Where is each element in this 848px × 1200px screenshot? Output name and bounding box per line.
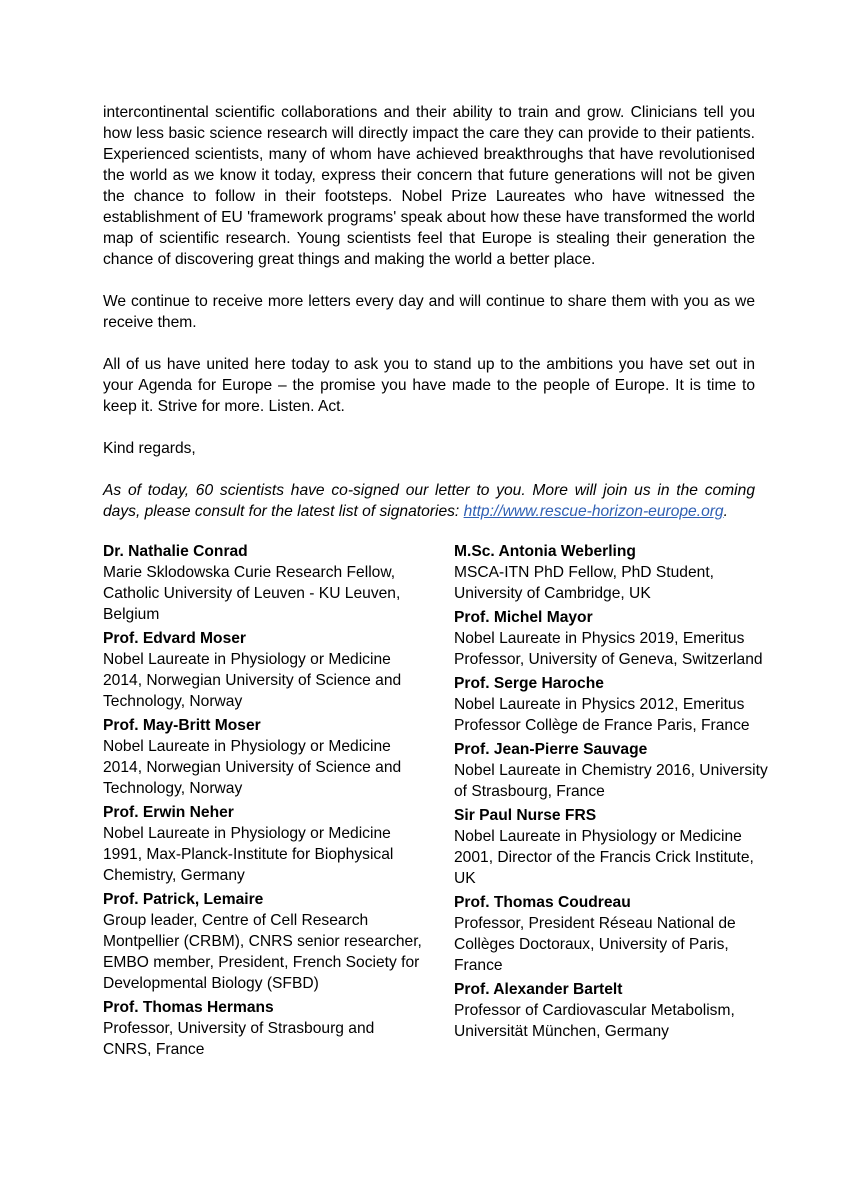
signatory: [103, 802, 423, 886]
signatory-role: MSCA-ITN PhD Fellow, PhD Student, University of Cambridge, UK: [454, 564, 714, 602]
signatory: [454, 979, 774, 1042]
signatory-name: Prof. Serge Haroche: [454, 675, 604, 692]
signatories-link[interactable]: http://www.rescue-horizon-europe.org: [463, 503, 724, 520]
signatory-role: Nobel Laureate in Physiology or Medicine 2014, Norwegian University of Science and Technology, Norway: [103, 738, 402, 797]
signatory: [454, 607, 774, 670]
signatory-role: Nobel Laureate in Physiology or Medicine 2014, Norwegian University of Science and Technology, Norway: [103, 651, 402, 710]
signatory: [454, 805, 774, 889]
signatory-role: Nobel Laureate in Physics 2019, Emeritus Professor, University of Geneva, Switzerland: [454, 630, 763, 668]
signatories-note-text: As of today, 60 scientists have co-signed our letter to you. More will join us in the coming days, please consult for the latest list of signatories:: [103, 482, 755, 520]
signatory-role: Nobel Laureate in Physiology or Medicine 1991, Max-Planck-Institute for Biophysical Chemistry, Germany: [103, 825, 394, 884]
signatory-name: Prof. May-Britt Moser: [103, 717, 261, 734]
signatory-name: Prof. Michel Mayor: [454, 609, 593, 626]
signatory-role: Nobel Laureate in Chemistry 2016, University of Strasbourg, France: [454, 762, 768, 800]
signatory: [103, 715, 423, 799]
signatory-role: Nobel Laureate in Physics 2012, Emeritus Professor Collège de France Paris, France: [454, 696, 750, 734]
signatory-role: Professor of Cardiovascular Metabolism, Universität München, Germany: [454, 1002, 735, 1040]
signatories-note-end: .: [723, 503, 728, 520]
signatory-name: Prof. Alexander Bartelt: [454, 981, 623, 998]
letter-paragraph-1: intercontinental scientific collaborations and their ability to train and grow. Clinicians tell you how less basic science research will directly impact the care they can provide to their patients. Experienced scientists, many of whom have achieved breakthroughs that have revolutionised the world as we know it today, express their concern that future generations will not be given the chance to follow in their footsteps. Nobel Prize Laureates who have witnessed the establishment of EU 'framework programs' speak about how these have transformed the world map of scientific research. Young scientists feel that Europe is stealing their generation the chance of discovering great things and making the world a better place.: [103, 104, 755, 268]
signatory-name: M.Sc. Antonia Weberling: [454, 543, 636, 560]
signatory-role: Nobel Laureate in Physiology or Medicine 2001, Director of the Francis Crick Institute, UK: [454, 828, 754, 887]
signatory-name: Prof. Patrick, Lemaire: [103, 891, 264, 908]
signatory-name: Prof. Jean-Pierre Sauvage: [454, 741, 648, 758]
signatory-name: Prof. Thomas Hermans: [103, 999, 274, 1016]
signatory: [454, 673, 774, 736]
letter-paragraph-2: We continue to receive more letters every day and will continue to share them with you as we receive them.: [103, 293, 755, 331]
signatory: [103, 541, 423, 625]
closing-salutation: Kind regards,: [103, 440, 196, 457]
letter-paragraph-3: All of us have united here today to ask you to stand up to the ambitions you have set out in your Agenda for Europe – the promise you have made to the people of Europe. It is time to keep it. Strive for more. Listen. Act.: [103, 356, 755, 415]
signatory: [454, 541, 774, 604]
signatory: [103, 997, 423, 1060]
signatory-name: Prof. Thomas Coudreau: [454, 894, 631, 911]
signatory-role: Professor, President Réseau National de Collèges Doctoraux, University of Paris, France: [454, 915, 736, 974]
signatory: [454, 892, 774, 976]
signatories-note: [103, 480, 755, 522]
signatory-role: Group leader, Centre of Cell Research Montpellier (CRBM), CNRS senior researcher, EMBO member, President, French Society for Developmental Biology (SFBD): [103, 912, 422, 992]
signatory-role: Marie Sklodowska Curie Research Fellow, Catholic University of Leuven - KU Leuven, Belgium: [103, 564, 401, 623]
signatory: [103, 889, 423, 994]
signatories-left-column: [103, 541, 423, 1063]
signatory: [103, 628, 423, 712]
signatory-name: Sir Paul Nurse FRS: [454, 807, 597, 824]
signatory-name: Prof. Edvard Moser: [103, 630, 246, 647]
signatory-role: Professor, University of Strasbourg and CNRS, France: [103, 1020, 375, 1058]
signatory-name: Prof. Erwin Neher: [103, 804, 234, 821]
signatory-name: Dr. Nathalie Conrad: [103, 543, 248, 560]
signatories-right-column: [454, 541, 774, 1045]
signatory: [454, 739, 774, 802]
